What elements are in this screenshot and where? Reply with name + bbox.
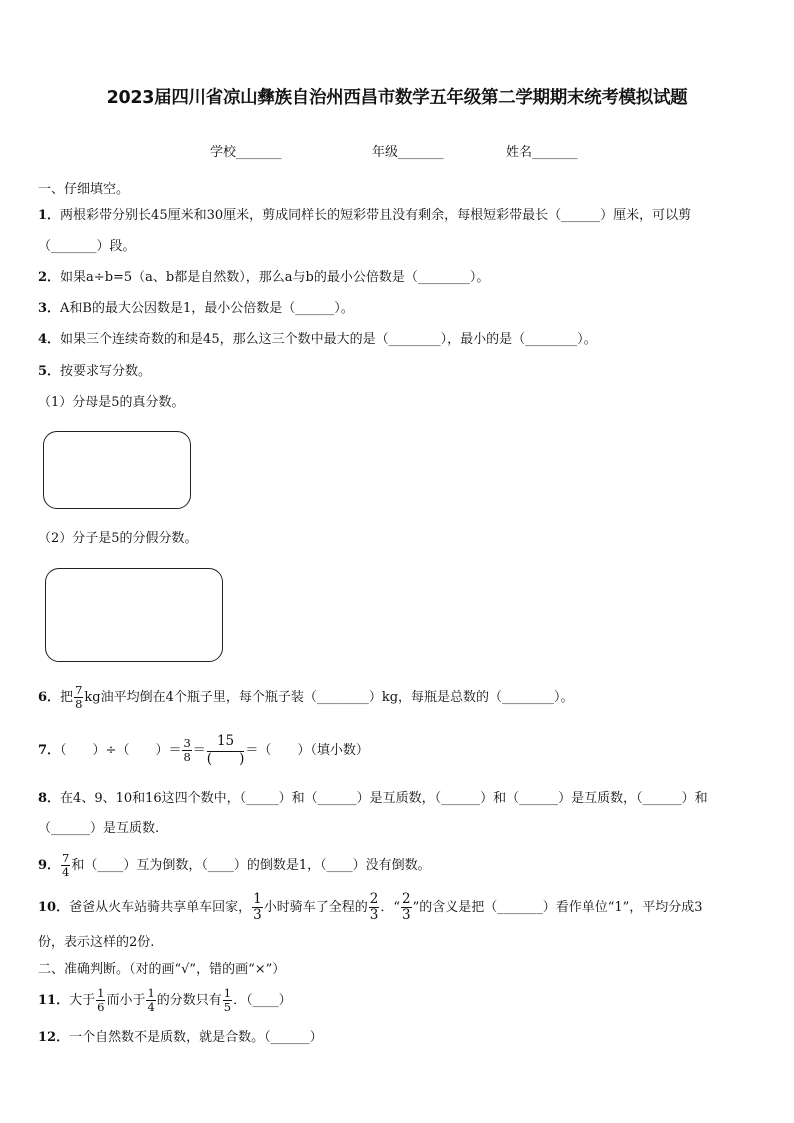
fraction-2-3: $\frac{2}{3}$ bbox=[369, 890, 379, 923]
question-8 bbox=[38, 789, 708, 809]
question-number: 9． bbox=[38, 858, 61, 873]
question-text: 在4、9、10和16这四个数中，（_____）和（______）是互质数，（______）和（______）是互质数，（______）和 bbox=[60, 791, 708, 806]
question-text-mid: 而小于 bbox=[106, 993, 146, 1008]
equals-sign: ＝ bbox=[192, 743, 206, 758]
section-heading-2: 二、准确判断。（对的画“√”，错的画“×”） bbox=[38, 962, 286, 977]
question-number: 10． bbox=[38, 900, 70, 915]
fraction-1-6: $\frac{1}{6}$ bbox=[97, 985, 105, 1014]
question-text-pre: 把 bbox=[60, 690, 74, 705]
question-text: 和（____）互为倒数，（____）的倒数是1，（____）没有倒数。 bbox=[71, 858, 431, 873]
question-7 bbox=[38, 730, 369, 772]
question-text-mid2: ．“ bbox=[380, 900, 400, 915]
question-6 bbox=[38, 682, 574, 714]
grade-field[interactable]: 年级_______ bbox=[372, 145, 444, 160]
question-5-part-2: （2）分子是5的分假分数。 bbox=[38, 531, 198, 546]
name-field[interactable]: 姓名_______ bbox=[506, 145, 578, 160]
question-3 bbox=[38, 299, 354, 319]
question-number: 5． bbox=[38, 364, 61, 379]
section-heading-1: 一、仔细填空。 bbox=[38, 182, 130, 197]
question-text-mid2: 的分数只有 bbox=[156, 993, 222, 1008]
question-text-pre: （ ）÷（ ）＝ bbox=[60, 743, 182, 758]
question-number: 7． bbox=[38, 743, 61, 758]
school-field[interactable]: 学校_______ bbox=[210, 145, 282, 160]
question-text-post: kg油平均倒在4个瓶子里，每个瓶子装（________）kg，每瓶是总数的（________）。 bbox=[84, 690, 574, 705]
question-number: 11． bbox=[38, 993, 70, 1008]
question-text-post: ＝（ ）（填小数） bbox=[245, 743, 369, 758]
answer-box-1[interactable] bbox=[43, 431, 191, 509]
question-number: 4． bbox=[38, 332, 61, 347]
question-text: 一个自然数不是质数，就是合数。（______） bbox=[69, 1030, 323, 1045]
question-1-continued: （_______）段。 bbox=[38, 239, 136, 254]
question-number: 12． bbox=[38, 1030, 70, 1045]
question-number: 2． bbox=[38, 270, 61, 285]
question-text-pre: 爸爸从火车站骑共享单车回家， bbox=[69, 900, 252, 915]
question-10-continued: 份，表示这样的2份. bbox=[38, 935, 155, 950]
question-9 bbox=[38, 850, 431, 882]
question-text-post: ．（____） bbox=[233, 993, 292, 1008]
question-text: A和B的最大公因数是1，最小公倍数是（______）。 bbox=[60, 301, 354, 316]
fraction-3-8: $\frac{3}{8}$ bbox=[183, 735, 191, 764]
question-text-mid: 小时骑车了全程的 bbox=[263, 900, 368, 915]
question-10 bbox=[38, 890, 703, 926]
question-text-pre: 大于 bbox=[69, 993, 96, 1008]
question-5 bbox=[38, 362, 151, 382]
question-number: 8． bbox=[38, 791, 61, 806]
fraction-15-blank: $\frac{15}{( )}$ bbox=[206, 733, 245, 767]
question-1 bbox=[38, 206, 691, 226]
answer-box-2[interactable] bbox=[45, 568, 223, 662]
question-number: 3． bbox=[38, 301, 61, 316]
fraction-1-5: $\frac{1}{5}$ bbox=[223, 985, 232, 1014]
question-number: 6． bbox=[38, 690, 61, 705]
question-8-continued: （______）是互质数. bbox=[38, 821, 160, 836]
question-12 bbox=[38, 1028, 323, 1048]
question-number: 1． bbox=[38, 208, 61, 223]
page-title: 2023届四川省凉山彝族自治州西昌市数学五年级第二学期期末统考模拟试题 bbox=[106, 88, 688, 108]
question-11 bbox=[38, 984, 292, 1018]
fraction-1-4: $\frac{1}{4}$ bbox=[147, 985, 155, 1014]
question-text: 按要求写分数。 bbox=[60, 364, 152, 379]
fraction-7-4: $\frac{7}{4}$ bbox=[62, 850, 70, 879]
question-2 bbox=[38, 268, 489, 288]
question-text-post: ”的含义是把（_______）看作单位“1”，平均分成3 bbox=[412, 900, 703, 915]
question-text: 两根彩带分别长45厘米和30厘米，剪成同样长的短彩带且没有剩余，每根短彩带最长（______）厘米，可以剪 bbox=[60, 208, 692, 223]
question-5-part-1: （1）分母是5的真分数。 bbox=[38, 395, 185, 410]
question-text: 如果三个连续奇数的和是45，那么这三个数中最大的是（________），最小的是（________）。 bbox=[60, 332, 597, 347]
question-4 bbox=[38, 330, 597, 350]
fraction-1-3: $\frac{1}{3}$ bbox=[253, 890, 262, 923]
fraction-2-3-quoted: $\frac{2}{3}$ bbox=[401, 890, 411, 923]
fraction-7-8: $\frac{7}{8}$ bbox=[75, 682, 83, 711]
question-text: 如果a÷b=5（a、b都是自然数），那么a与b的最小公倍数是（________）。 bbox=[60, 270, 490, 285]
